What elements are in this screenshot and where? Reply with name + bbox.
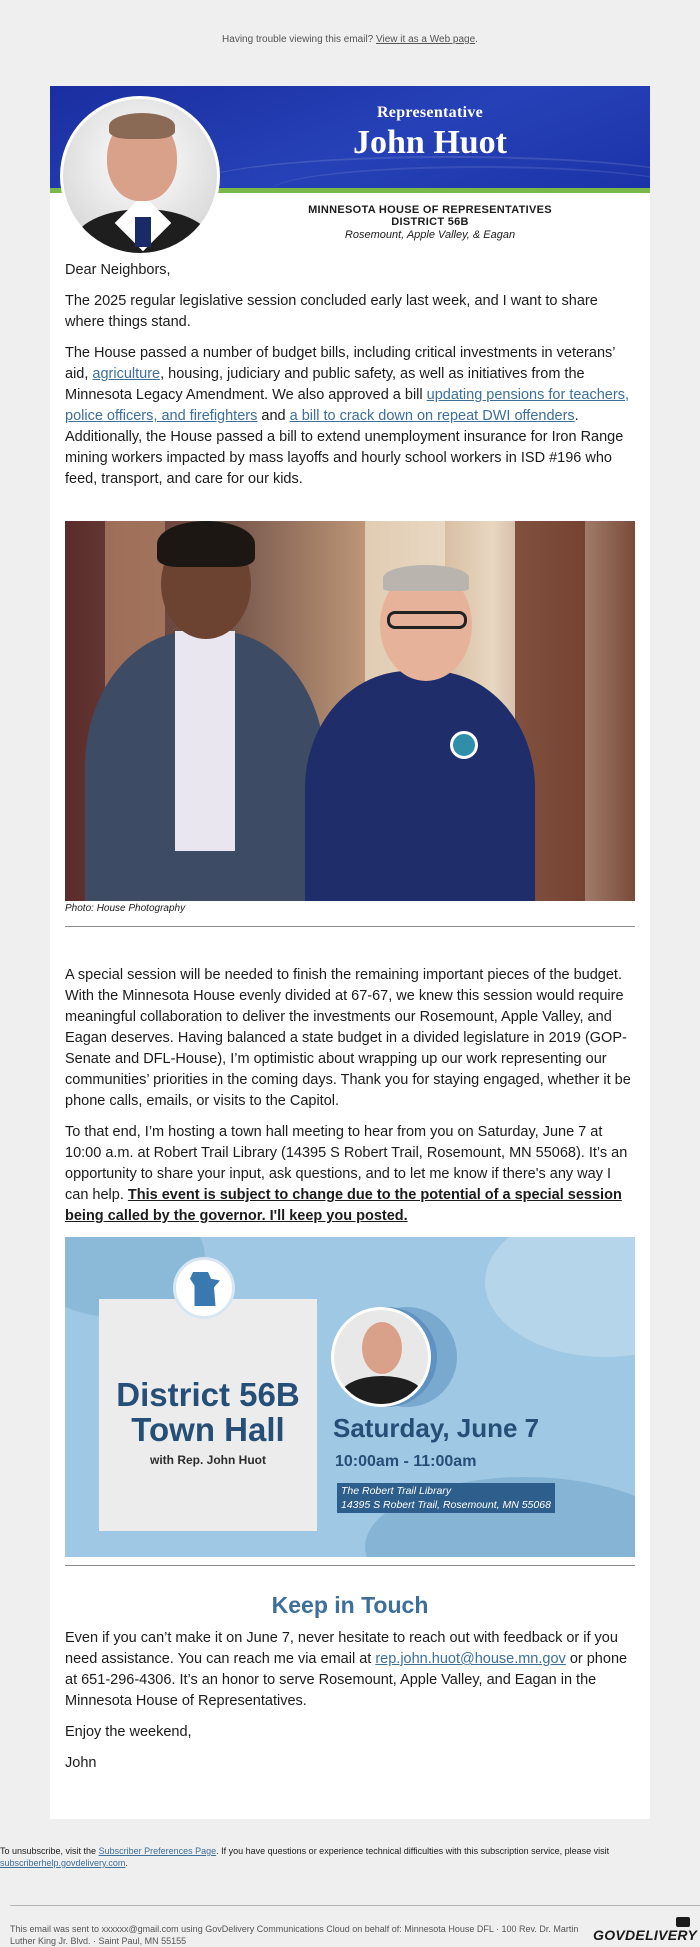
flyer-time: 10:00am - 11:00am	[335, 1453, 477, 1470]
paragraph-contact	[65, 1628, 635, 1712]
minnesota-state-icon	[190, 1272, 220, 1306]
paragraph-budget	[65, 343, 635, 490]
email-body	[50, 260, 650, 1802]
portrait-tie	[135, 217, 151, 247]
flyer-date: Saturday, June 7	[333, 1413, 540, 1443]
title-line-1: Representative	[376, 104, 484, 121]
divider	[65, 926, 635, 927]
minnesota-capitol-icon	[173, 1257, 235, 1319]
text: .	[125, 1858, 128, 1868]
unsubscribe-footer	[0, 1845, 700, 1869]
preheader-text: Having trouble viewing this email?	[222, 34, 377, 45]
paragraph-intro: The 2025 regular legislative session concluded early last week, and I want to share where things stand.	[65, 293, 598, 330]
house-floor-photo	[65, 521, 635, 901]
keep-in-touch-heading: Keep in Touch	[271, 1592, 429, 1618]
text: and	[257, 408, 290, 424]
flyer-portrait-suit	[340, 1376, 424, 1407]
district-info	[240, 204, 620, 241]
preheader-suffix: .	[475, 34, 478, 45]
portrait-hair	[109, 113, 175, 139]
flyer-subtitle: with Rep. John Huot	[150, 1453, 266, 1467]
agriculture-link[interactable]: agriculture	[92, 366, 161, 382]
district-line-1: MINNESOTA HOUSE OF REPRESENTATIVES	[308, 204, 552, 216]
view-web-page-link[interactable]: View it as a Web page	[376, 34, 476, 45]
email-link[interactable]: rep.john.huot@house.mn.gov	[375, 1651, 566, 1667]
pensions-bill-link[interactable]: updating pensions for teachers, police officers, and firefighters	[65, 387, 629, 424]
divider	[65, 1565, 635, 1566]
paragraph-town-hall	[65, 1122, 635, 1227]
photo-person-left-hair	[157, 521, 255, 567]
flyer-title: District 56B Town Hall	[116, 1376, 300, 1448]
text: The House passed a number of budget bills, including critical investments in veterans’ aid,	[65, 345, 615, 382]
representative-portrait	[60, 96, 220, 256]
photo-person-right-hair	[383, 565, 469, 591]
signature: John	[65, 1755, 97, 1771]
flyer-location-line-2: 14395 S Robert Trail, Rosemount, MN 55068	[341, 1499, 551, 1511]
photo-person-left-shirt	[175, 631, 235, 851]
district-line-2: DISTRICT 56B	[391, 216, 469, 228]
govdelivery-mail-icon	[676, 1917, 690, 1927]
photo-person-right	[305, 671, 535, 901]
header	[50, 86, 650, 248]
sent-to-text: This email was sent to xxxxxx@gmail.com using GovDelivery Communications Cloud on behalf of: Minnesota House DFL · 100 Rev. Dr. Martin Luther King Jr. Blvd. · Saint Paul, MN 55155	[10, 1924, 579, 1946]
photo-caption: Photo: House Photography	[65, 903, 186, 914]
flyer-location	[337, 1483, 555, 1513]
photo-patch-icon	[450, 731, 478, 759]
footer-divider	[10, 1905, 700, 1906]
sender-footer	[0, 1923, 700, 1947]
banner-title	[240, 104, 620, 162]
closing: Enjoy the weekend,	[65, 1724, 192, 1740]
event-notice-text: This event is subject to change due to the potential of a special session being called by the governor. I'll keep you posted.	[65, 1187, 622, 1224]
flyer-portrait	[331, 1307, 431, 1407]
subscriber-help-link[interactable]: subscriberhelp.govdelivery.com	[0, 1858, 126, 1868]
text: . If you have questions or experience technical difficulties with this subscription service, please visit	[216, 1846, 610, 1856]
flyer-location-line-1: The Robert Trail Library	[341, 1485, 452, 1497]
preheader	[0, 0, 700, 86]
text: To that end, I’m hosting a town hall meeting to hear from you on Saturday, June 7 at 10:00 a.m. at Robert Trail Library (14395 S Robert Trail, Rosemount, MN 55068). It’s an opportunity to share your input, ask questions, and to let me know if there's any way I can help.	[65, 1124, 628, 1203]
subscriber-preferences-link[interactable]: Subscriber Preferences Page	[98, 1846, 217, 1856]
title-line-2: John Huot	[353, 124, 507, 161]
event-notice	[65, 1187, 622, 1224]
text: Even if you can’t make it on June 7, never hesitate to reach out with feedback or if you need assistance. You can reach me via email at	[65, 1630, 618, 1667]
text: . Additionally, the House passed a bill to extend unemployment insurance for Iron Range mining workers impacted by mass layoffs and hourly school workers in ISD #196 who feed, transport, and care for our kids.	[65, 408, 624, 487]
photo-glasses	[387, 611, 467, 629]
spacer	[65, 1784, 635, 1802]
flyer-shape	[485, 1237, 635, 1357]
flyer-portrait-head	[362, 1322, 402, 1374]
text: or phone at 651-296-4306. It’s an honor to serve Rosemount, Apple Valley, and Eagan in the Minnesota House of Representatives.	[65, 1651, 628, 1709]
district-line-3: Rosemount, Apple Valley, & Eagan	[344, 229, 516, 241]
greeting: Dear Neighbors,	[65, 262, 171, 278]
govdelivery-logo[interactable]: GOVDELIVERY	[593, 1927, 698, 1943]
paragraph-special-session: A special session will be needed to finish the remaining important pieces of the budget. With the Minnesota House evenly divided at 67-67, we knew this session would require meaningful collaboration to deliver the investments our Rosemount, Apple Valley, and Eagan deserves. Having balanced a state budget in a divided legislature in 2019 (GOP-Senate and DFL-House), I’m optimistic about wrapping up our work representing our communities’ priorities in the coming days. Thank you for staying engaged, whether it be phone calls, emails, or visits to the Capitol.	[65, 967, 631, 1109]
town-hall-flyer	[65, 1237, 635, 1557]
dwi-bill-link[interactable]: a bill to crack down on repeat DWI offenders	[289, 408, 575, 424]
email-container	[50, 86, 650, 1819]
text: To unsubscribe, visit the	[0, 1846, 99, 1856]
text: , housing, judiciary and public safety, as well as initiatives from the Minnesota Legacy Amendment. We also approved a bill	[65, 366, 585, 403]
